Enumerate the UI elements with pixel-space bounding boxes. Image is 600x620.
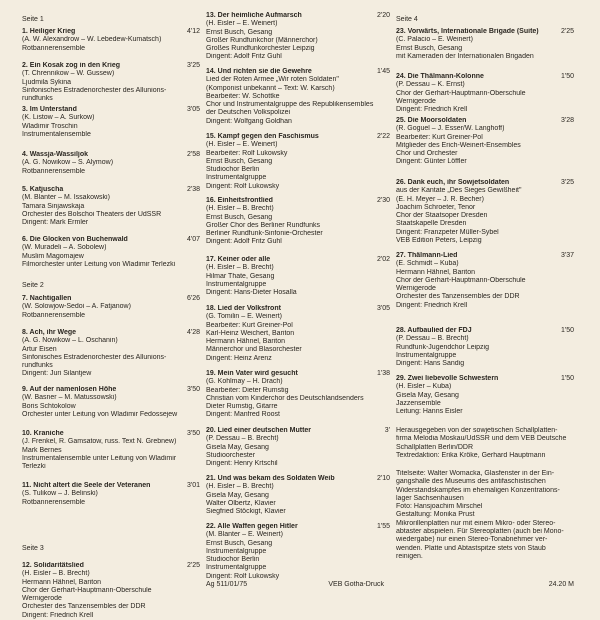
track-credit-line: (A. W. Alexandrow – W. Lebedew-Kumatsch) (22, 36, 162, 44)
track-duration: 3'01 (186, 482, 200, 489)
track-entry (22, 186, 200, 227)
track-credit-line: Männerchor und Blasorchester (206, 346, 302, 354)
track-header (396, 375, 574, 383)
track-duration: 3'50 (186, 386, 200, 393)
track-credit-line: Dirigent: Heinz Arenz (206, 354, 272, 362)
track-title: 7. Nachtigallen (22, 295, 72, 302)
track-credit-line: (H. Eisler – B. Brecht) (206, 264, 274, 272)
track-credit-line: (G. Kohlmay – H. Drach) (206, 378, 283, 386)
track-credit-line: Dirigent: Adolf Fritz Guhl (206, 238, 282, 246)
track-credit-line: (W. Muradeli – A. Sobolew) (22, 244, 107, 252)
track-title: 6. Die Glocken von Buchenwald (22, 236, 128, 243)
track-credit-line: (K. Listow – A. Surkow) (22, 114, 95, 122)
track-credit-line: der Deutschen Volkspolizei (206, 109, 291, 117)
track-header (206, 475, 390, 483)
track-credit-line: Hermann Hähnel, Bariton (22, 578, 101, 586)
track-credit-line: Orchester unter Leitung von Wladimir Fedossejew (22, 410, 178, 418)
track-credit-line: Dirigent: Friedrich Krell (396, 301, 468, 309)
track-credit-line: Instrumentalgruppe (206, 564, 267, 572)
track-title: 18. Lied der Volksfront (206, 305, 281, 312)
track-credit-line: (E. H. Meyer – J. R. Becher) (396, 195, 484, 203)
track-header (206, 68, 390, 76)
track-header (206, 256, 390, 264)
track-entry (22, 430, 200, 471)
track-title: 19. Mein Vater wird gesucht (206, 370, 298, 377)
printer-name: VEB Gotha-Druck (328, 581, 384, 588)
track-entry (396, 252, 574, 310)
track-credit-line: Dirigent: Friedrich Krell (22, 611, 94, 619)
track-header (22, 151, 200, 159)
track-credit-line: Boris Schtokolow (22, 402, 76, 410)
track-credit-line: Filmorchester unter Leitung von Wladimir Terlezki (22, 260, 176, 268)
track-credit-line: Chor und Orchester (396, 150, 458, 158)
track-credit-line: Dirigent: Manfred Roost (206, 411, 280, 419)
track-entry (206, 12, 390, 62)
track-entry (396, 327, 574, 368)
track-credit-line: rundfunks (22, 95, 53, 103)
track-credit-line: Großer Chor des Berliner Rundfunks (206, 221, 320, 229)
track-title: 15. Kampf gegen den Faschismus (206, 133, 319, 140)
track-credit-line: Großes Rundfunkorchester Leipzig (206, 45, 315, 53)
track-credit-line: Rotbannerensemble (22, 498, 86, 506)
track-duration: 3'28 (560, 117, 574, 124)
track-title: 29. Zwei liebevolle Schwestern (396, 375, 499, 382)
track-credit-line: Hilmar Thate, Gesang (206, 272, 275, 280)
track-title: 9. Auf der namenlosen Höhe (22, 386, 117, 393)
track-duration: 3' (384, 427, 390, 434)
track-credit-line: Rundfunk-Jugendchor Leipzig (396, 343, 490, 351)
track-header (22, 106, 200, 114)
track-credit-line: Mark Bernes (22, 446, 62, 454)
track-credit-line: Ernst Busch, Gesang (396, 44, 463, 52)
track-header (22, 329, 200, 337)
track-duration: 3'37 (560, 252, 574, 259)
track-credit-line: Instrumentalgruppe (396, 351, 457, 359)
track-credit-line: Chor der Staatsoper Dresden (396, 212, 488, 220)
track-duration: 4'12 (186, 28, 200, 35)
track-entry (22, 329, 200, 379)
track-credit-line: Dirigent: Rolf Lukowsky (206, 572, 280, 580)
track-header (22, 562, 200, 570)
track-header (206, 12, 390, 20)
track-credit-line: Bearbeiter: Rolf Lukowsky (206, 149, 288, 157)
track-credit-line: Sinfonisches Estradenorchester des Allunions- (22, 353, 167, 361)
track-credit-line: (A. G. Nowikow – L. Oschanin) (22, 337, 118, 345)
track-header (22, 28, 200, 36)
track-duration: 2'25 (560, 28, 574, 35)
track-entry (22, 106, 200, 139)
track-credit-line: Orchester des Tanzensembles der DDR (22, 603, 146, 611)
track-credit-line: Instrumentalgruppe (206, 280, 267, 288)
track-entry (206, 523, 390, 581)
track-duration: 2'20 (376, 12, 390, 19)
track-credit-line: Bearbeiter: W. Schottke (206, 92, 280, 100)
track-credit-line: Muslim Magomajew (22, 252, 84, 260)
track-title: 3. Im Unterstand (22, 106, 77, 113)
track-header (22, 62, 200, 70)
track-duration: 1'55 (376, 523, 390, 530)
track-duration: 3'25 (560, 179, 574, 186)
track-credit-line: Wernigerode (22, 595, 62, 603)
track-credit-line: (P. Dessau – B. Brecht) (206, 435, 279, 443)
track-entry (22, 295, 200, 320)
track-entry (206, 133, 390, 191)
note-line: wiedergabe) nur einen Stereo-Tonabnehmer ver- (396, 536, 548, 544)
track-header (396, 179, 574, 187)
track-credit-line: Dirigent: Friedrich Krell (396, 106, 468, 114)
track-duration: 4'28 (186, 329, 200, 336)
track-duration: 1'45 (376, 68, 390, 75)
track-title: 20. Lied einer deutschen Mutter (206, 427, 312, 434)
track-credit-line: Wernigerode (396, 285, 436, 293)
track-credit-line: rundfunks (22, 362, 53, 370)
track-credit-line: Dirigent: Henry Krtschil (206, 460, 278, 468)
track-duration: 2'22 (376, 133, 390, 140)
track-credit-line: (R. Goguel – J. Esser/W. Langhoff) (396, 125, 505, 133)
track-credit-line: Ernst Busch, Gesang (206, 28, 273, 36)
track-credit-line: (H. Eisler – E. Weinert) (206, 141, 278, 149)
track-title: 11. Nicht altert die Seele der Veteranen (22, 482, 151, 489)
track-credit-line: mit Kameraden der Internationalen Brigaden (396, 52, 534, 60)
track-entry (396, 375, 574, 416)
track-title: 12. Solidaritätslied (22, 562, 84, 569)
track-credit-line: (Komponist unbekannt – Text: W. Karsch) (206, 84, 335, 92)
track-duration: 2'25 (186, 562, 200, 569)
track-entry (206, 370, 390, 420)
track-credit-line: Ernst Busch, Gesang (206, 213, 273, 221)
note-line: wenden. Platte und Abtastspitze stets von Staub (396, 544, 546, 552)
track-credit-line: (H. Eisler – B. Brecht) (206, 205, 274, 213)
track-credit-line: Jazzensemble (396, 399, 441, 407)
track-credit-line: Orchester des Bolschoi Theaters der UdSSR (22, 210, 162, 218)
note-line: Gestaltung: Monika Prust (396, 511, 475, 519)
track-duration: 3'50 (186, 430, 200, 437)
track-header (22, 482, 200, 490)
track-header (206, 305, 390, 313)
track-duration: 2'30 (376, 197, 390, 204)
track-credit-line: Gisela May, Gesang (206, 443, 269, 451)
track-credit-line: Dirigent: Günter Löffler (396, 158, 467, 166)
track-title: 27. Thälmann-Lied (396, 252, 458, 259)
track-header (22, 236, 200, 244)
note-line: reinigen. (396, 552, 423, 560)
note-line: Mikrorillenplatten nur mit einem Mikro- oder Stereo- (396, 519, 556, 527)
track-credit-line: Studiochor Berlin (206, 166, 260, 174)
note-line: lager Sachsenhausen (396, 494, 464, 502)
side-label-3: Seite 3 (22, 545, 44, 552)
track-credit-line: Leitung: Hanns Eisler (396, 408, 463, 416)
track-duration: 2'38 (186, 186, 200, 193)
track-credit-line: Siegfried Stöckigt, Klavier (206, 508, 286, 516)
track-credit-line: Dirigent: Hans-Dieter Hosalla (206, 289, 297, 297)
credit-line: Textredaktion: Erika Kröke, Gerhard Hauptmann (396, 451, 546, 459)
track-credit-line: Terlezki (22, 463, 46, 471)
track-title: 1. Heiliger Krieg (22, 28, 76, 35)
track-entry (396, 117, 574, 167)
track-credit-line: (T. Chrennikow – W. Gussew) (22, 70, 115, 78)
track-header (396, 252, 574, 260)
track-entry (22, 482, 200, 507)
track-credit-line: Dirigent: Adolf Fritz Guhl (206, 53, 282, 61)
track-credit-line: (H. Eisler – Kuba) (396, 383, 452, 391)
track-credit-line: Dieter Rumstig, Gitarre (206, 403, 278, 411)
track-header (206, 427, 390, 435)
track-credit-line: (J. Frenkel, R. Gamsatow, russ. Text N. Grebnew) (22, 438, 177, 446)
track-header (22, 386, 200, 394)
track-title: 23. Vorwärts, Internationale Brigade (Suite) (396, 28, 539, 35)
track-credit-line: Chor der Gerhart-Hauptmann-Oberschule (396, 89, 526, 97)
track-entry (206, 68, 390, 126)
track-title: 17. Keiner oder alle (206, 256, 271, 263)
track-credit-line: Joachim Schroeter, Tenor (396, 203, 476, 211)
track-title: 13. Der heimliche Aufmarsch (206, 12, 302, 19)
track-entry (22, 151, 200, 176)
track-credit-line: Instrumentalensemble (22, 130, 91, 138)
track-credit-line: (C. Palacio – E. Weinert) (396, 36, 473, 44)
track-header (206, 370, 390, 378)
note-line: Widerstandskampfes im ehemaligen Konzentrations- (396, 486, 560, 494)
track-credit-line: Chor der Gerhart-Hauptmann-Oberschule (22, 586, 152, 594)
track-title: 4. Wassja-Wassiljok (22, 151, 89, 158)
track-credit-line: Hermann Hähnel, Bariton (396, 268, 475, 276)
track-credit-line: (E. Schmidt – Kuba) (396, 260, 459, 268)
track-credit-line: Gisela May, Gesang (206, 491, 269, 499)
track-credit-line: (M. Blanter – E. Weinert) (206, 531, 283, 539)
track-title: 22. Alle Waffen gegen Hitler (206, 523, 298, 530)
track-credit-line: Dirigent: Juri Silantjew (22, 370, 92, 378)
track-credit-line: Walter Olbertz, Klavier (206, 499, 276, 507)
track-header (206, 133, 390, 141)
track-credit-line: Rotbannerensemble (22, 167, 86, 175)
credit-line: firma Melodia Moskau/UdSSR und dem VEB Deutsche (396, 435, 567, 443)
track-credit-line: Staatskapelle Dresden (396, 220, 467, 228)
track-entry (22, 562, 200, 620)
side-label-1: Seite 1 (22, 16, 44, 23)
track-credit-line: Bearbeiter: Dieter Rumstig (206, 386, 289, 394)
track-entry (396, 179, 574, 245)
track-credit-line: Ernst Busch, Gesang (206, 539, 273, 547)
track-duration: 4'07 (186, 236, 200, 243)
track-credit-line: Großer Rundfunkchor (Männerchor) (206, 36, 318, 44)
track-header (22, 430, 200, 438)
track-credit-line: (M. Blanter – M. Issakowski) (22, 194, 110, 202)
track-title: 21. Und was bekam des Soldaten Weib (206, 475, 335, 482)
track-credit-line: Dirigent: Franzpeter Müller-Sybel (396, 228, 499, 236)
note-line: abtaster abspielen. Für Stereoplatten (auch bei Mono- (396, 528, 564, 536)
track-credit-line: Christian vom Kinderchor des Deutschlandsenders (206, 394, 364, 402)
track-credit-line: Orchester des Tanzensembles der DDR (396, 293, 520, 301)
credit-line: Schallplatten Berlin/DDR (396, 443, 474, 451)
track-credit-line: Chor der Gerhart-Hauptmann-Oberschule (396, 276, 526, 284)
credit-line: Herausgegeben von der sowjetischen Schallplatten- (396, 427, 558, 434)
side-label-2: Seite 2 (22, 282, 44, 289)
track-credit-line: Hermann Hähnel, Bariton (206, 338, 285, 346)
track-credit-line: (H. Eisler – E. Weinert) (206, 20, 278, 28)
track-credit-line: Mitglieder des Erich-Weinert-Ensembles (396, 141, 521, 149)
track-header (396, 327, 574, 335)
track-credit-line: Bearbeiter: Kurt Greiner-Pol (396, 133, 483, 141)
track-credit-line: Lied der Roten Armee „Wir roten Soldaten" (206, 76, 339, 84)
track-title: 14. Und richten sie die Gewehre (206, 68, 312, 75)
track-header (22, 186, 200, 194)
track-credit-line: (P. Dessau – K. Ernst) (396, 81, 465, 89)
track-header (206, 523, 390, 531)
price: 24.20 M (548, 581, 574, 588)
track-credit-line: Rotbannerensemble (22, 44, 86, 52)
track-duration: 3'05 (186, 106, 200, 113)
track-title: 8. Ach, ihr Wege (22, 329, 77, 336)
track-title: 16. Einheitsfrontlied (206, 197, 273, 204)
track-credit-line: Chor und Instrumentalgruppe des Republikensembles (206, 101, 374, 109)
track-duration: 1'50 (560, 375, 574, 382)
track-credit-line: Studioorchester (206, 451, 256, 459)
track-credit-line: (A. G. Nowikow – S. Alymow) (22, 159, 114, 167)
track-entry (206, 305, 390, 363)
track-entry (396, 28, 574, 61)
track-credit-line: (H. Eisler – B. Brecht) (206, 483, 274, 491)
track-credit-line: Dirigent: Rolf Lukowsky (206, 182, 280, 190)
note-line: Foto: Hansjoachim Mirschel (396, 503, 483, 511)
track-title: 24. Die Thälmann-Kolonne (396, 73, 484, 80)
track-credit-line: Gisela May, Gesang (396, 391, 459, 399)
track-credit-line: Rotbannerensemble (22, 311, 86, 319)
track-credit-line: Sinfonisches Estradenorchester des Allunions- (22, 86, 167, 94)
track-entry (396, 73, 574, 114)
track-credit-line: Ernst Busch, Gesang (206, 157, 273, 165)
track-credit-line: Instrumentalgruppe (206, 174, 267, 182)
track-credit-line: Wernigerode (396, 97, 436, 105)
track-credit-line: Tamara Sinjawskaja (22, 202, 85, 210)
track-credit-line: VEB Edition Peters, Leipzig (396, 237, 482, 245)
track-header (396, 73, 574, 81)
track-credit-line: Instrumentalensemble unter Leitung von Wladimir (22, 454, 177, 462)
track-title: 25. Die Moorsoldaten (396, 117, 467, 124)
track-credit-line: (H. Eisler – B. Brecht) (22, 570, 90, 578)
track-title: 28. Aufbaulied der FDJ (396, 327, 472, 334)
track-duration: 2'58 (186, 151, 200, 158)
print-info (206, 581, 384, 589)
track-credit-line: (S. Tulikow – J. Belinski) (22, 490, 98, 498)
cover-notes (396, 470, 574, 561)
track-credit-line: Dirigent: Wolfgang Goldhan (206, 117, 292, 125)
track-credit-line: Studiochor Berlin (206, 556, 260, 564)
track-duration: 2'02 (376, 256, 390, 263)
track-credit-line: Ljudmila Sykina (22, 78, 72, 86)
track-credit-line: Wladimir Troschin (22, 122, 78, 130)
track-credit-line: (W. Solowjow-Sedoi – A. Fatjanow) (22, 303, 131, 311)
track-header (396, 117, 574, 125)
track-credit-line: (W. Basner – M. Matussowski) (22, 394, 117, 402)
track-credit-line: Dirigent: Mark Ermler (22, 219, 89, 227)
track-duration: 1'50 (560, 327, 574, 334)
track-entry (206, 256, 390, 297)
catalog-number: Ag 511/01/75 (206, 581, 248, 588)
track-credit-line: (G. Tomilin – E. Weinert) (206, 313, 282, 321)
track-credit-line: Artur Eisen (22, 345, 57, 353)
track-duration: 6'26 (186, 295, 200, 302)
track-credit-line: Dirigent: Hans Sandig (396, 360, 465, 368)
track-entry (206, 475, 390, 516)
track-credit-line: Bearbeiter: Kurt Greiner-Pol (206, 321, 293, 329)
track-title: 10. Kraniche (22, 430, 64, 437)
track-entry (22, 386, 200, 419)
track-entry (206, 197, 390, 247)
track-credit-line: aus der Kantate „Des Sieges Gewißheit" (396, 187, 522, 195)
track-credit-line: Karl-Heinz Weichert, Bariton (206, 329, 295, 337)
side-label-4: Seite 4 (396, 16, 418, 23)
track-credit-line: (P. Dessau – B. Brecht) (396, 335, 469, 343)
track-entry (22, 28, 200, 53)
track-header (396, 28, 574, 36)
track-entry (22, 236, 200, 269)
track-credit-line: Berliner Rundfunk-Sinfonie-Orchester (206, 230, 323, 238)
track-duration: 3'05 (376, 305, 390, 312)
track-duration: 3'25 (186, 62, 200, 69)
note-line: Titelseite: Walter Womacka, Glasfenster in der Ein- (396, 470, 555, 477)
track-duration: 1'38 (376, 370, 390, 377)
track-credit-line: Instrumentalgruppe (206, 547, 267, 555)
track-header (206, 197, 390, 205)
publisher-credits (396, 427, 574, 460)
track-entry (22, 62, 200, 103)
track-title: 5. Katjuscha (22, 186, 64, 193)
track-title: 2. Ein Kosak zog in den Krieg (22, 62, 121, 69)
track-duration: 2'10 (376, 475, 390, 482)
track-title: 26. Dank euch, ihr Sowjetsoldaten (396, 179, 510, 186)
track-header (22, 295, 200, 303)
track-duration: 1'50 (560, 73, 574, 80)
track-entry (206, 427, 390, 468)
note-line: gangshalle des Museums des antifaschistischen (396, 478, 546, 486)
